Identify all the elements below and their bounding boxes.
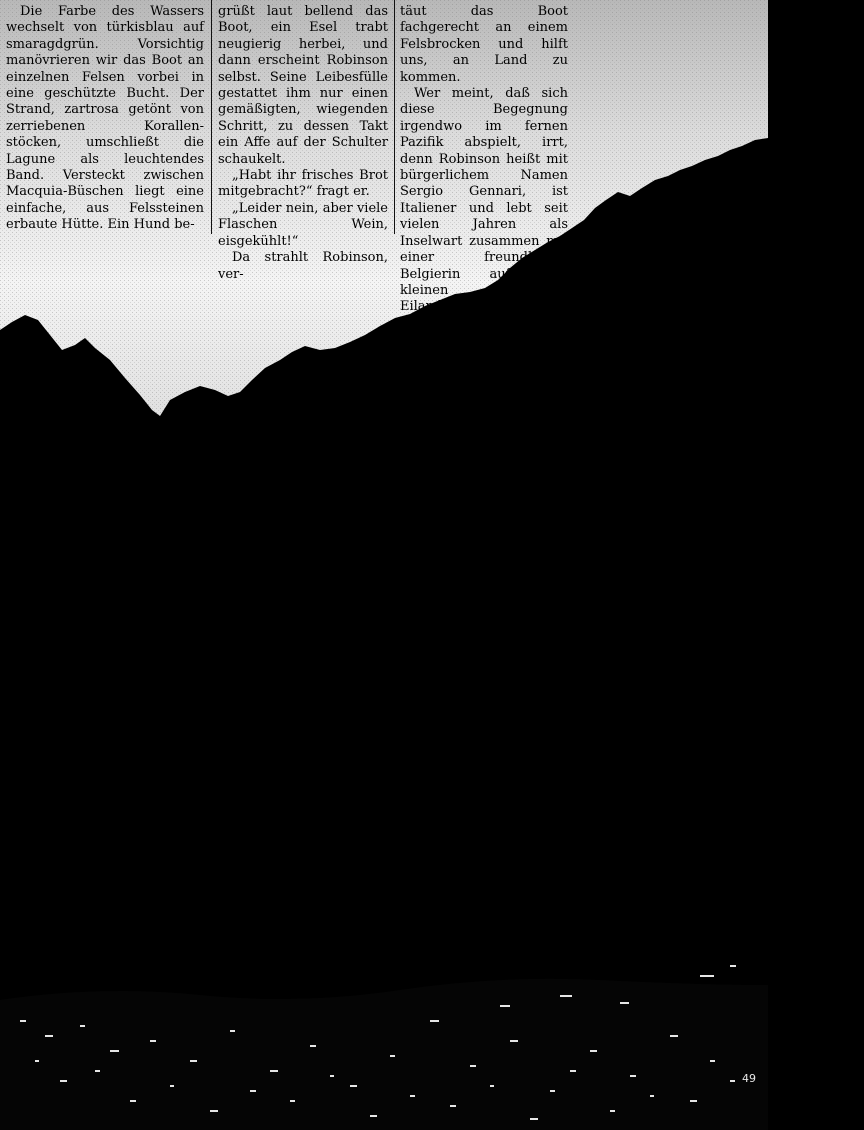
page-margin-bar [768, 0, 864, 1130]
column-divider [394, 0, 395, 234]
paragraph: Wer meint, daß sich diese Begegnung irgendwo im fernen Pazifik abspielt, irrt, denn Robinson heißt mit bürgerlichem Namen Sergio Gennari, ist Italiener und lebt seit vielen Jahren als Inselwart zusammen mit einer freundlichen Belgierin auf dem kleinen Mittelmeer-Eiland Budelli, das [400, 86, 568, 315]
paragraph: Die Farbe des Wassers wechselt von türkisblau auf smaragdgrün. Vorsichtig manövrieren wir das Boot an einzelnen Felsen vorbei in eine geschützte Bucht. Der Strand, zartrosa getönt von zerriebenen Korallen-stöcken, umschließt die Lagune als leuchtendes Band. Versteckt zwischen Macquia-Büschen liegt eine einfache, aus Felssteinen erbaute Hütte. Ein Hund be- [6, 4, 204, 233]
text-column-2 [218, 4, 388, 283]
paragraph: „Habt ihr frisches Brot mitgebracht?“ fragt er. [218, 168, 388, 200]
text-column-1 [6, 4, 204, 234]
text-column-3 [400, 4, 568, 316]
page-number: 49 [742, 1072, 756, 1085]
column-divider [211, 0, 212, 234]
paragraph: „Leider nein, aber viele Flaschen Wein, eisgekühlt!“ [218, 200, 388, 249]
paragraph: Da strahlt Robinson, ver- [218, 250, 388, 282]
paragraph: täut das Boot fachgerecht an einem Felsbrocken und hilft uns, an Land zu kommen. [400, 4, 568, 85]
paragraph: grüßt laut bellend das Boot, ein Esel trabt neugierig herbei, und dann erscheint Robinson selbst. Seine Leibesfülle gestattet ihm nur einen gemäßigten, wiegenden Schritt, zu dessen Takt ein Affe auf der Schulter schaukelt. [218, 4, 388, 167]
